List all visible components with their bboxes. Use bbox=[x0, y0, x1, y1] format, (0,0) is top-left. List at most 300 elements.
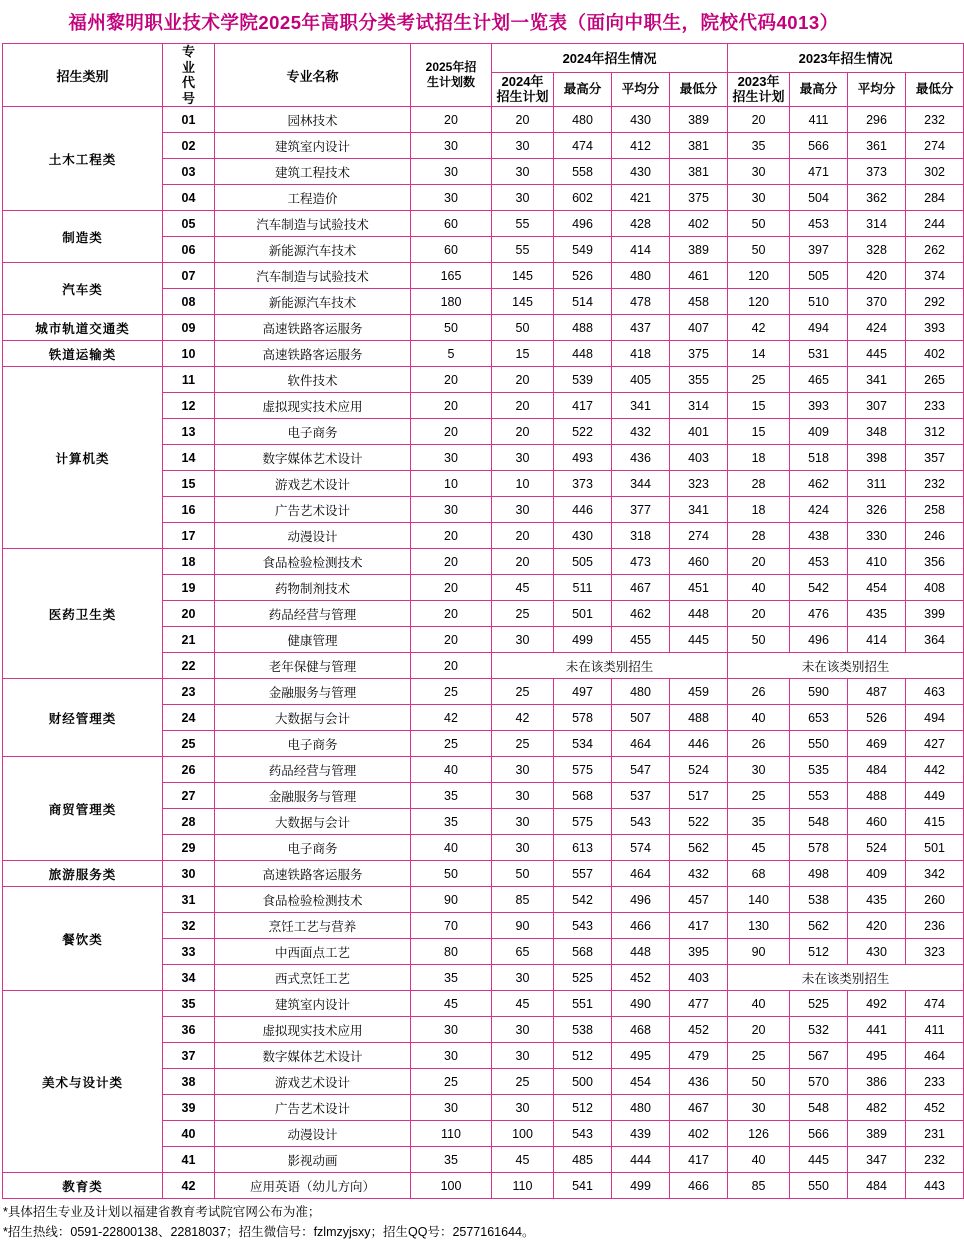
max-2023: 393 bbox=[790, 393, 848, 419]
min-2023: 427 bbox=[906, 731, 964, 757]
max-2023: 424 bbox=[790, 497, 848, 523]
avg-2024: 428 bbox=[612, 211, 670, 237]
admission-plan-table bbox=[2, 43, 964, 1199]
min-2024: 451 bbox=[670, 575, 728, 601]
max-2024: 501 bbox=[554, 601, 612, 627]
header-row-1 bbox=[3, 44, 964, 73]
major-code: 14 bbox=[163, 445, 215, 471]
footnote-1: *具体招生专业及计划以福建省教育考试院官网公布为准； bbox=[3, 1205, 321, 1220]
plan-2024: 42 bbox=[492, 705, 554, 731]
max-2024: 578 bbox=[554, 705, 612, 731]
table-row bbox=[3, 315, 964, 341]
min-2023: 233 bbox=[906, 393, 964, 419]
table-row bbox=[3, 757, 964, 783]
avg-2023: 435 bbox=[848, 887, 906, 913]
major-name: 影视动画 bbox=[215, 1147, 411, 1173]
min-2024: 436 bbox=[670, 1069, 728, 1095]
min-2023: 260 bbox=[906, 887, 964, 913]
min-2024: 488 bbox=[670, 705, 728, 731]
major-code: 02 bbox=[163, 133, 215, 159]
avg-2024: 473 bbox=[612, 549, 670, 575]
avg-2023: 409 bbox=[848, 861, 906, 887]
min-2024: 477 bbox=[670, 991, 728, 1017]
min-2024: 389 bbox=[670, 107, 728, 133]
avg-2024: 432 bbox=[612, 419, 670, 445]
avg-2023: 441 bbox=[848, 1017, 906, 1043]
plan-2024: 30 bbox=[492, 497, 554, 523]
major-name: 新能源汽车技术 bbox=[215, 289, 411, 315]
major-code: 37 bbox=[163, 1043, 215, 1069]
plan-2024: 55 bbox=[492, 211, 554, 237]
header-plan-2023: 2023年招生计划 bbox=[728, 72, 790, 106]
min-2024: 446 bbox=[670, 731, 728, 757]
plan-2023: 68 bbox=[728, 861, 790, 887]
avg-2023: 524 bbox=[848, 835, 906, 861]
major-name: 西式烹饪工艺 bbox=[215, 965, 411, 991]
plan-2025: 30 bbox=[411, 185, 492, 211]
avg-2024: 499 bbox=[612, 1173, 670, 1199]
major-name: 金融服务与管理 bbox=[215, 783, 411, 809]
min-2023: 364 bbox=[906, 627, 964, 653]
header-max-2023: 最高分 bbox=[790, 72, 848, 106]
plan-2023: 126 bbox=[728, 1121, 790, 1147]
table-row bbox=[3, 887, 964, 913]
table-row bbox=[3, 679, 964, 705]
max-2023: 453 bbox=[790, 211, 848, 237]
no-admission-2023: 未在该类别招生 bbox=[728, 965, 964, 991]
footnote-2: *招生热线：0591-22800138、22818037；招生微信号：fzlmzyjsxy；招生QQ号：2577161644。 bbox=[3, 1224, 535, 1239]
avg-2023: 469 bbox=[848, 731, 906, 757]
max-2024: 446 bbox=[554, 497, 612, 523]
plan-2024: 30 bbox=[492, 445, 554, 471]
avg-2024: 377 bbox=[612, 497, 670, 523]
max-2024: 557 bbox=[554, 861, 612, 887]
max-2023: 494 bbox=[790, 315, 848, 341]
major-code: 27 bbox=[163, 783, 215, 809]
avg-2023: 424 bbox=[848, 315, 906, 341]
major-name: 软件技术 bbox=[215, 367, 411, 393]
plan-2023: 20 bbox=[728, 107, 790, 133]
plan-2023: 40 bbox=[728, 991, 790, 1017]
plan-2025: 30 bbox=[411, 445, 492, 471]
min-2024: 389 bbox=[670, 237, 728, 263]
major-code: 35 bbox=[163, 991, 215, 1017]
min-2024: 460 bbox=[670, 549, 728, 575]
major-name: 高速铁路客运服务 bbox=[215, 861, 411, 887]
plan-2023: 18 bbox=[728, 445, 790, 471]
major-name: 电子商务 bbox=[215, 731, 411, 757]
major-name: 建筑室内设计 bbox=[215, 133, 411, 159]
min-2024: 407 bbox=[670, 315, 728, 341]
plan-2025: 80 bbox=[411, 939, 492, 965]
min-2024: 401 bbox=[670, 419, 728, 445]
avg-2024: 454 bbox=[612, 1069, 670, 1095]
plan-2025: 20 bbox=[411, 523, 492, 549]
max-2023: 542 bbox=[790, 575, 848, 601]
max-2023: 471 bbox=[790, 159, 848, 185]
major-code: 06 bbox=[163, 237, 215, 263]
max-2024: 568 bbox=[554, 783, 612, 809]
max-2024: 499 bbox=[554, 627, 612, 653]
avg-2024: 464 bbox=[612, 861, 670, 887]
no-admission-2023: 未在该类别招生 bbox=[728, 653, 964, 679]
plan-2025: 90 bbox=[411, 887, 492, 913]
major-name: 老年保健与管理 bbox=[215, 653, 411, 679]
major-name: 数字媒体艺术设计 bbox=[215, 445, 411, 471]
avg-2023: 435 bbox=[848, 601, 906, 627]
plan-2025: 20 bbox=[411, 575, 492, 601]
header-category: 招生类别 bbox=[3, 44, 163, 107]
plan-2025: 20 bbox=[411, 653, 492, 679]
max-2023: 566 bbox=[790, 1121, 848, 1147]
min-2023: 357 bbox=[906, 445, 964, 471]
major-code: 32 bbox=[163, 913, 215, 939]
min-2023: 442 bbox=[906, 757, 964, 783]
plan-2025: 20 bbox=[411, 107, 492, 133]
major-code: 22 bbox=[163, 653, 215, 679]
plan-2024: 20 bbox=[492, 393, 554, 419]
major-code: 12 bbox=[163, 393, 215, 419]
max-2024: 613 bbox=[554, 835, 612, 861]
max-2024: 575 bbox=[554, 809, 612, 835]
avg-2024: 414 bbox=[612, 237, 670, 263]
avg-2023: 488 bbox=[848, 783, 906, 809]
min-2024: 375 bbox=[670, 185, 728, 211]
major-code: 17 bbox=[163, 523, 215, 549]
avg-2023: 341 bbox=[848, 367, 906, 393]
plan-2023: 40 bbox=[728, 1147, 790, 1173]
avg-2023: 420 bbox=[848, 263, 906, 289]
plan-2023: 50 bbox=[728, 211, 790, 237]
plan-2024: 30 bbox=[492, 1017, 554, 1043]
min-2024: 467 bbox=[670, 1095, 728, 1121]
max-2023: 538 bbox=[790, 887, 848, 913]
max-2023: 411 bbox=[790, 107, 848, 133]
plan-2025: 30 bbox=[411, 497, 492, 523]
plan-2025: 20 bbox=[411, 549, 492, 575]
major-name: 食品检验检测技术 bbox=[215, 887, 411, 913]
plan-2024: 145 bbox=[492, 263, 554, 289]
min-2024: 445 bbox=[670, 627, 728, 653]
min-2024: 381 bbox=[670, 159, 728, 185]
major-name: 新能源汽车技术 bbox=[215, 237, 411, 263]
footnotes bbox=[2, 1203, 905, 1242]
major-code: 26 bbox=[163, 757, 215, 783]
min-2023: 415 bbox=[906, 809, 964, 835]
plan-2024: 30 bbox=[492, 1095, 554, 1121]
plan-2023: 15 bbox=[728, 419, 790, 445]
min-2023: 244 bbox=[906, 211, 964, 237]
plan-2024: 145 bbox=[492, 289, 554, 315]
major-code: 28 bbox=[163, 809, 215, 835]
plan-2025: 100 bbox=[411, 1173, 492, 1199]
min-2023: 232 bbox=[906, 471, 964, 497]
avg-2023: 526 bbox=[848, 705, 906, 731]
major-name: 园林技术 bbox=[215, 107, 411, 133]
plan-2023: 120 bbox=[728, 289, 790, 315]
max-2024: 505 bbox=[554, 549, 612, 575]
avg-2023: 389 bbox=[848, 1121, 906, 1147]
avg-2023: 314 bbox=[848, 211, 906, 237]
plan-2024: 30 bbox=[492, 1043, 554, 1069]
avg-2024: 466 bbox=[612, 913, 670, 939]
avg-2023: 347 bbox=[848, 1147, 906, 1173]
major-name: 游戏艺术设计 bbox=[215, 1069, 411, 1095]
avg-2024: 344 bbox=[612, 471, 670, 497]
plan-2024: 110 bbox=[492, 1173, 554, 1199]
max-2024: 417 bbox=[554, 393, 612, 419]
min-2023: 494 bbox=[906, 705, 964, 731]
plan-2024: 45 bbox=[492, 575, 554, 601]
plan-2024: 25 bbox=[492, 601, 554, 627]
plan-2023: 20 bbox=[728, 601, 790, 627]
avg-2023: 386 bbox=[848, 1069, 906, 1095]
max-2023: 548 bbox=[790, 1095, 848, 1121]
max-2024: 541 bbox=[554, 1173, 612, 1199]
max-2024: 525 bbox=[554, 965, 612, 991]
min-2024: 355 bbox=[670, 367, 728, 393]
max-2024: 522 bbox=[554, 419, 612, 445]
major-code: 41 bbox=[163, 1147, 215, 1173]
avg-2024: 448 bbox=[612, 939, 670, 965]
max-2023: 504 bbox=[790, 185, 848, 211]
major-code: 19 bbox=[163, 575, 215, 601]
plan-2025: 35 bbox=[411, 809, 492, 835]
plan-2024: 45 bbox=[492, 991, 554, 1017]
no-admission-2024: 未在该类别招生 bbox=[492, 653, 728, 679]
header-max-2024: 最高分 bbox=[554, 72, 612, 106]
plan-2024: 25 bbox=[492, 679, 554, 705]
max-2023: 570 bbox=[790, 1069, 848, 1095]
plan-2023: 25 bbox=[728, 1043, 790, 1069]
major-code: 40 bbox=[163, 1121, 215, 1147]
min-2023: 474 bbox=[906, 991, 964, 1017]
max-2024: 549 bbox=[554, 237, 612, 263]
avg-2023: 454 bbox=[848, 575, 906, 601]
major-code: 11 bbox=[163, 367, 215, 393]
max-2024: 542 bbox=[554, 887, 612, 913]
min-2024: 524 bbox=[670, 757, 728, 783]
min-2024: 458 bbox=[670, 289, 728, 315]
min-2024: 459 bbox=[670, 679, 728, 705]
major-name: 建筑室内设计 bbox=[215, 991, 411, 1017]
major-code: 42 bbox=[163, 1173, 215, 1199]
avg-2024: 341 bbox=[612, 393, 670, 419]
avg-2024: 547 bbox=[612, 757, 670, 783]
max-2023: 505 bbox=[790, 263, 848, 289]
major-name: 虚拟现实技术应用 bbox=[215, 393, 411, 419]
max-2023: 409 bbox=[790, 419, 848, 445]
table-row bbox=[3, 991, 964, 1017]
major-code: 30 bbox=[163, 861, 215, 887]
max-2023: 531 bbox=[790, 341, 848, 367]
major-code: 01 bbox=[163, 107, 215, 133]
major-name: 高速铁路客运服务 bbox=[215, 341, 411, 367]
max-2024: 500 bbox=[554, 1069, 612, 1095]
min-2024: 274 bbox=[670, 523, 728, 549]
min-2023: 258 bbox=[906, 497, 964, 523]
major-code: 34 bbox=[163, 965, 215, 991]
plan-2024: 65 bbox=[492, 939, 554, 965]
min-2023: 274 bbox=[906, 133, 964, 159]
major-name: 汽车制造与试验技术 bbox=[215, 263, 411, 289]
header-avg-2024: 平均分 bbox=[612, 72, 670, 106]
table-row bbox=[3, 367, 964, 393]
max-2024: 512 bbox=[554, 1095, 612, 1121]
table-header bbox=[3, 44, 964, 107]
avg-2023: 373 bbox=[848, 159, 906, 185]
major-code: 07 bbox=[163, 263, 215, 289]
avg-2024: 405 bbox=[612, 367, 670, 393]
major-name: 烹饪工艺与营养 bbox=[215, 913, 411, 939]
max-2023: 553 bbox=[790, 783, 848, 809]
avg-2023: 361 bbox=[848, 133, 906, 159]
plan-2024: 25 bbox=[492, 731, 554, 757]
max-2024: 373 bbox=[554, 471, 612, 497]
max-2024: 539 bbox=[554, 367, 612, 393]
plan-2025: 35 bbox=[411, 1147, 492, 1173]
category-cell: 教育类 bbox=[3, 1173, 163, 1199]
min-2024: 452 bbox=[670, 1017, 728, 1043]
plan-2025: 35 bbox=[411, 783, 492, 809]
max-2024: 526 bbox=[554, 263, 612, 289]
max-2024: 493 bbox=[554, 445, 612, 471]
plan-2025: 20 bbox=[411, 367, 492, 393]
plan-2025: 50 bbox=[411, 861, 492, 887]
plan-2025: 180 bbox=[411, 289, 492, 315]
major-name: 汽车制造与试验技术 bbox=[215, 211, 411, 237]
plan-2023: 30 bbox=[728, 1095, 790, 1121]
plan-2024: 20 bbox=[492, 523, 554, 549]
avg-2023: 445 bbox=[848, 341, 906, 367]
avg-2023: 296 bbox=[848, 107, 906, 133]
major-code: 09 bbox=[163, 315, 215, 341]
plan-2023: 40 bbox=[728, 575, 790, 601]
min-2023: 463 bbox=[906, 679, 964, 705]
plan-2023: 42 bbox=[728, 315, 790, 341]
avg-2023: 328 bbox=[848, 237, 906, 263]
avg-2024: 574 bbox=[612, 835, 670, 861]
plan-2025: 5 bbox=[411, 341, 492, 367]
plan-2024: 20 bbox=[492, 107, 554, 133]
min-2023: 312 bbox=[906, 419, 964, 445]
max-2024: 485 bbox=[554, 1147, 612, 1173]
plan-2025: 30 bbox=[411, 159, 492, 185]
max-2023: 498 bbox=[790, 861, 848, 887]
major-code: 10 bbox=[163, 341, 215, 367]
max-2023: 510 bbox=[790, 289, 848, 315]
max-2023: 535 bbox=[790, 757, 848, 783]
category-cell: 商贸管理类 bbox=[3, 757, 163, 861]
min-2024: 403 bbox=[670, 965, 728, 991]
category-cell: 城市轨道交通类 bbox=[3, 315, 163, 341]
avg-2024: 462 bbox=[612, 601, 670, 627]
avg-2024: 318 bbox=[612, 523, 670, 549]
avg-2024: 455 bbox=[612, 627, 670, 653]
plan-2024: 30 bbox=[492, 627, 554, 653]
major-name: 广告艺术设计 bbox=[215, 497, 411, 523]
major-name: 建筑工程技术 bbox=[215, 159, 411, 185]
major-code: 21 bbox=[163, 627, 215, 653]
category-cell: 财经管理类 bbox=[3, 679, 163, 757]
table-row bbox=[3, 1173, 964, 1199]
min-2024: 457 bbox=[670, 887, 728, 913]
min-2023: 323 bbox=[906, 939, 964, 965]
header-min-2023: 最低分 bbox=[906, 72, 964, 106]
min-2024: 417 bbox=[670, 1147, 728, 1173]
major-name: 食品检验检测技术 bbox=[215, 549, 411, 575]
max-2024: 474 bbox=[554, 133, 612, 159]
plan-2025: 40 bbox=[411, 757, 492, 783]
major-name: 电子商务 bbox=[215, 419, 411, 445]
plan-2023: 25 bbox=[728, 783, 790, 809]
plan-2025: 25 bbox=[411, 1069, 492, 1095]
plan-2025: 60 bbox=[411, 237, 492, 263]
plan-2024: 30 bbox=[492, 185, 554, 211]
min-2023: 302 bbox=[906, 159, 964, 185]
avg-2024: 480 bbox=[612, 679, 670, 705]
min-2024: 466 bbox=[670, 1173, 728, 1199]
avg-2023: 495 bbox=[848, 1043, 906, 1069]
major-name: 药品经营与管理 bbox=[215, 757, 411, 783]
major-code: 03 bbox=[163, 159, 215, 185]
max-2023: 512 bbox=[790, 939, 848, 965]
header-group-2023: 2023年招生情况 bbox=[728, 44, 964, 73]
max-2024: 568 bbox=[554, 939, 612, 965]
max-2023: 550 bbox=[790, 731, 848, 757]
plan-2023: 14 bbox=[728, 341, 790, 367]
major-name: 药品经营与管理 bbox=[215, 601, 411, 627]
min-2024: 517 bbox=[670, 783, 728, 809]
plan-2023: 85 bbox=[728, 1173, 790, 1199]
min-2023: 284 bbox=[906, 185, 964, 211]
max-2023: 453 bbox=[790, 549, 848, 575]
major-name: 金融服务与管理 bbox=[215, 679, 411, 705]
header-avg-2023: 平均分 bbox=[848, 72, 906, 106]
min-2023: 233 bbox=[906, 1069, 964, 1095]
page-title: 福州黎明职业技术学院2025年高职分类考试招生计划一览表（面向中职生，院校代码4013） bbox=[68, 12, 839, 33]
avg-2023: 420 bbox=[848, 913, 906, 939]
avg-2023: 430 bbox=[848, 939, 906, 965]
plan-2023: 40 bbox=[728, 705, 790, 731]
min-2024: 402 bbox=[670, 211, 728, 237]
avg-2024: 437 bbox=[612, 315, 670, 341]
major-name: 动漫设计 bbox=[215, 1121, 411, 1147]
plan-2024: 55 bbox=[492, 237, 554, 263]
plan-2024: 30 bbox=[492, 835, 554, 861]
plan-2024: 90 bbox=[492, 913, 554, 939]
avg-2023: 362 bbox=[848, 185, 906, 211]
major-name: 广告艺术设计 bbox=[215, 1095, 411, 1121]
plan-2025: 45 bbox=[411, 991, 492, 1017]
major-code: 36 bbox=[163, 1017, 215, 1043]
min-2024: 562 bbox=[670, 835, 728, 861]
plan-2023: 30 bbox=[728, 757, 790, 783]
plan-2023: 120 bbox=[728, 263, 790, 289]
plan-2023: 15 bbox=[728, 393, 790, 419]
min-2024: 461 bbox=[670, 263, 728, 289]
header-code: 专业代号 bbox=[163, 44, 215, 107]
avg-2024: 444 bbox=[612, 1147, 670, 1173]
avg-2024: 537 bbox=[612, 783, 670, 809]
min-2024: 375 bbox=[670, 341, 728, 367]
avg-2023: 307 bbox=[848, 393, 906, 419]
major-name: 动漫设计 bbox=[215, 523, 411, 549]
plan-2025: 42 bbox=[411, 705, 492, 731]
plan-2024: 30 bbox=[492, 783, 554, 809]
max-2024: 430 bbox=[554, 523, 612, 549]
max-2023: 566 bbox=[790, 133, 848, 159]
